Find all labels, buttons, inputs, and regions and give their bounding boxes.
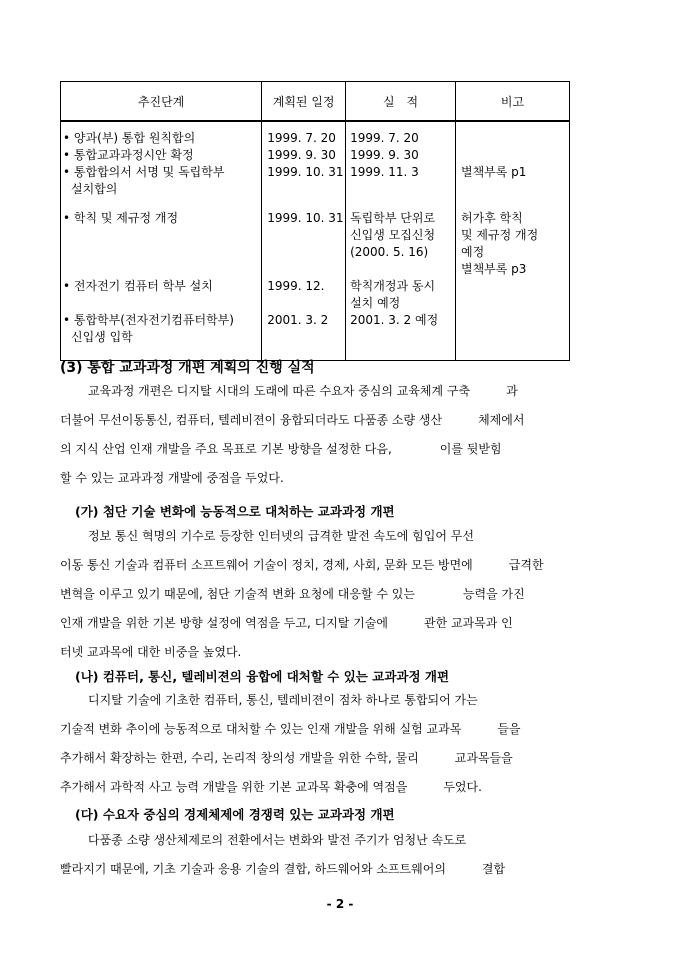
stage-line: • 전자전기 컴퓨터 학부 설치 xyxy=(63,279,213,293)
subsection-title: (가) 첨단 기술 변화에 능동적으로 대처하는 교과과정 개편 xyxy=(75,504,395,519)
result-line: 신입생 모집신청 xyxy=(350,228,436,242)
text-line: 할 수 있는 교과과정 개발에 중점을 두었다. xyxy=(60,471,284,485)
header-stage: 추진단계 xyxy=(61,82,262,122)
note-line: 예정 xyxy=(460,245,485,259)
text-line: 의 지식 산업 인재 개발을 주요 목표로 기본 방향을 설정한 다음, 이를 뒷받힘 xyxy=(60,442,502,456)
result-line: 1999. 11. 3 xyxy=(350,165,419,179)
text-line: 추가해서 확장하는 한편, 수리, 논리적 창의성 개발을 위한 수학, 물리 교과목들을 xyxy=(60,751,513,765)
result-line: (2000. 5. 16) xyxy=(350,245,429,259)
text-line: 더불어 무선이동통신, 컴퓨터, 텔레비젼이 융합되더라도 다품종 소량 생산 체제에서 xyxy=(60,413,525,427)
text-line: 디지탈 기술에 기초한 컴퓨터, 통신, 텔레비젼이 점차 하나로 통합되어 가는 xyxy=(88,693,478,707)
text-line: 인재 개발을 위한 기본 방향 설정에 역점을 두고, 디지탈 기술에 관한 교과목과 인 xyxy=(60,616,513,630)
stage-line: 신입생 입학 xyxy=(71,330,133,344)
result-cell xyxy=(346,121,456,361)
note-line: 별책부록 p1 xyxy=(460,165,527,179)
plan-line: 1999. 7. 20 xyxy=(267,131,336,145)
result-line: 1999. 7. 20 xyxy=(350,131,419,145)
header-note: 비고 xyxy=(455,82,569,122)
result-line: 1999. 9. 30 xyxy=(350,148,419,162)
note-cell xyxy=(455,121,569,361)
subsection-paragraph xyxy=(60,686,620,802)
text-line: 추가해서 과학적 사고 능력 개발을 위한 기본 교과목 확충에 역점을 두었다. xyxy=(60,780,482,794)
header-plan: 계획된 일정 xyxy=(262,82,346,122)
note-line: 및 제규정 개정 xyxy=(460,228,539,242)
subsection-paragraph xyxy=(60,826,620,884)
stage-line: • 학칙 및 제규정 개정 xyxy=(63,211,179,225)
text-line: 기술적 변화 추이에 능동적으로 대처할 수 있는 인재 개발을 위해 실험 교과목 들을 xyxy=(60,722,521,736)
plan-line: 1999. 10. 31 xyxy=(267,211,344,225)
page-number: - 2 - xyxy=(326,897,354,911)
stage-line: 설치합의 xyxy=(71,182,118,196)
text-line: 교육과정 개편은 디지탈 시대의 도래에 따른 수요자 중심의 교육체계 구축 과 xyxy=(88,384,518,398)
result-line: 2001. 3. 2 예정 xyxy=(350,313,439,327)
plan-line: 1999. 12. xyxy=(267,279,325,293)
plan-line: 1999. 10. 31 xyxy=(267,165,344,179)
section-title: (3) 통합 교과과정 개편 계획의 진행 실적 xyxy=(60,360,315,376)
text-line: 정보 통신 혁명의 기수로 등장한 인터넷의 급격한 발전 속도에 힘입어 무선 xyxy=(88,529,474,543)
note-line: 별책부록 p3 xyxy=(460,262,527,276)
plan-line: 1999. 9. 30 xyxy=(267,148,336,162)
subsection-paragraph xyxy=(60,522,620,667)
section-paragraph xyxy=(60,377,620,493)
table-header-row xyxy=(61,82,570,122)
header-result: 실 적 xyxy=(346,82,456,122)
text-line: 다품종 소량 생산체제로의 전환에서는 변화와 발전 주기가 엄청난 속도로 xyxy=(88,833,467,847)
stage-line: • 통합학부(전자전기컴퓨터학부) xyxy=(63,313,234,327)
result-line: 독립학부 단위로 xyxy=(350,211,436,225)
text-line: 터넷 교과목에 대한 비중을 높였다. xyxy=(60,645,242,659)
subsection-title: (나) 컴퓨터, 통신, 텔레비젼의 융합에 대처할 수 있는 교과과정 개편 xyxy=(75,669,450,684)
text-line: 변혁을 이루고 있기 때문에, 첨단 기술적 변화 요청에 대응할 수 있는 능력을 가진 xyxy=(60,587,525,601)
result-line: 설치 예정 xyxy=(350,296,401,310)
stage-cell xyxy=(61,121,262,361)
stage-line: • 통합합의서 서명 및 독립학부 xyxy=(63,165,225,179)
plan-line: 2001. 3. 2 xyxy=(267,313,329,327)
subsection-title: (다) 수요자 중심의 경제체제에 경쟁력 있는 교과과정 개편 xyxy=(75,807,395,822)
result-line: 학칙개정과 동시 xyxy=(350,279,436,293)
stage-line: • 통합교과과정시안 확정 xyxy=(63,148,194,162)
note-line: 허가후 학칙 xyxy=(460,211,523,225)
stage-line: • 양과(부) 통합 원칙합의 xyxy=(63,131,196,145)
table-row xyxy=(61,121,570,361)
text-line: 이동 통신 기술과 컴퓨터 소프트웨어 기술이 정치, 경제, 사회, 문화 모든 방면에 급격한 xyxy=(60,558,544,572)
plan-cell xyxy=(262,121,346,361)
progress-table xyxy=(60,81,570,361)
text-line: 빨라지기 때문에, 기초 기술과 응용 기술의 결합, 하드웨어와 소프트웨어의 결합 xyxy=(60,862,506,876)
